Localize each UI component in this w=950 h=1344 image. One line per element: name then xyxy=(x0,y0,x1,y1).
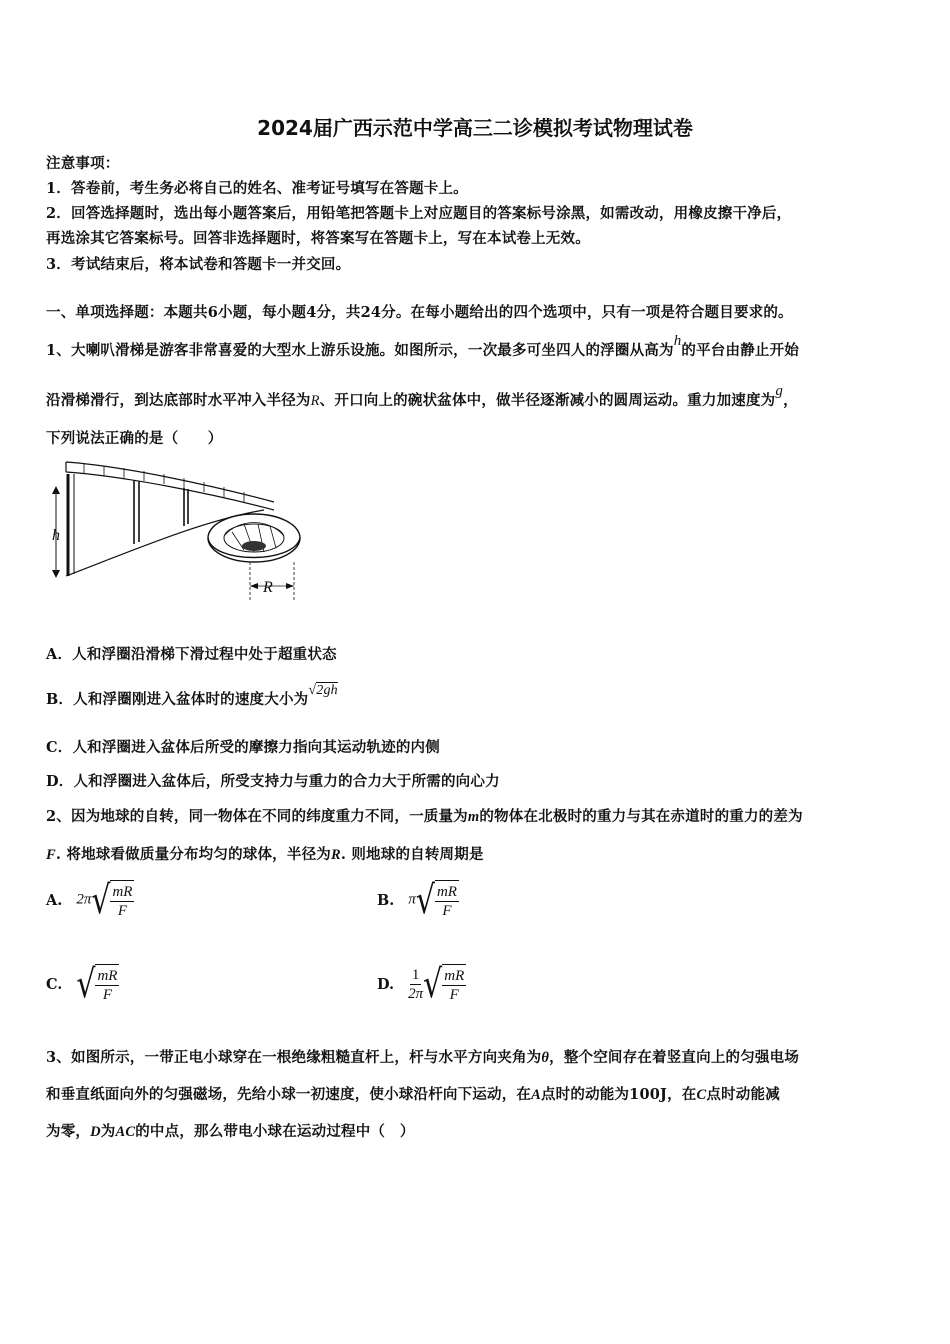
numerator: 1 xyxy=(411,966,420,983)
q1-option-a: A．人和浮圈沿滑梯下滑过程中处于超重状态 xyxy=(46,646,337,663)
numerator: mR xyxy=(444,968,465,984)
q1-option-c: C．人和浮圈进入盆体后所受的摩擦力指向其运动轨迹的内侧 xyxy=(46,739,440,756)
segment-AC: AC xyxy=(115,1124,136,1140)
notice-item: 3．考试结束后，将本试卷和答题卡一并交回。 xyxy=(46,256,351,273)
coefficient: 2π xyxy=(76,891,92,908)
point-D: D xyxy=(90,1124,101,1140)
q1-slide-figure xyxy=(44,458,304,608)
option-label: A. xyxy=(46,891,63,909)
text: 2、因为地球的自转，同一物体在不同的纬度重力不同，一质量为 xyxy=(46,808,468,825)
text: . 将地球看做质量分布均匀的球体，半径为 xyxy=(55,846,331,863)
q1-option-b xyxy=(46,683,338,709)
text: 、开口向上的碗状盆体中，做半径逐渐减小的圆周运动。重力加速度为 xyxy=(319,392,776,409)
numerator: mR xyxy=(112,884,133,900)
notice-heading: 注意事项： xyxy=(46,155,120,172)
sqrt-expression xyxy=(415,877,459,923)
text: ，整个空间存在着竖直向上的匀强电场 xyxy=(549,1049,800,1066)
text: ， xyxy=(783,392,798,409)
text: B．人和浮圈刚进入盆体时的速度大小为 xyxy=(46,691,309,708)
sqrt-expression xyxy=(76,961,119,1007)
radical-sign: √ xyxy=(91,877,111,923)
coefficient: π xyxy=(408,891,416,908)
radical-sign: √ xyxy=(423,961,443,1007)
var-m: m xyxy=(467,809,480,825)
text: . 则地球的自转周期是 xyxy=(340,846,484,863)
sqrt-expression xyxy=(91,877,134,923)
q2-option-a xyxy=(46,877,134,923)
text: 3、如图所示，一带正电小球穿在一根绝缘粗糙直杆上，杆与水平方向夹角为 xyxy=(46,1049,542,1066)
denominator: F xyxy=(117,903,128,919)
numerator: mR xyxy=(436,884,457,900)
q2-option-d xyxy=(377,961,466,1007)
denominator: F xyxy=(442,903,452,919)
figure-label-R: R xyxy=(263,579,273,596)
sqrt-expression: √2gh xyxy=(308,683,338,698)
denominator: F xyxy=(449,987,459,1003)
figure-label-h: h xyxy=(52,527,60,544)
q3-stem-line1 xyxy=(46,1046,799,1067)
denominator: 2π xyxy=(408,985,424,1002)
numerator: mR xyxy=(97,968,118,984)
notice-item: 再选涂其它答案标号。回答非选择题时，将答案写在答题卡上，写在本试卷上无效。 xyxy=(46,230,590,247)
q2-option-b xyxy=(377,877,459,923)
q3-stem-line3 xyxy=(46,1120,415,1141)
text: 的中点，那么带电小球在运动过程中（ ） xyxy=(135,1123,415,1140)
var-h: h xyxy=(673,333,682,349)
q1-stem-line3: 下列说法正确的是（ ） xyxy=(46,430,223,447)
section-heading: 一、单项选择题：本题共6小题，每小题4分，共24分。在每小题给出的四个选项中，只有一项是符合题目要求的。 xyxy=(46,304,793,321)
fraction xyxy=(110,883,134,920)
var-g: g xyxy=(775,383,784,399)
text: 的物体在北极时的重力与其在赤道时的重力的差为 xyxy=(479,808,803,825)
var-theta: θ xyxy=(541,1050,550,1066)
notice-item: 2．回答选择题时，选出每小题答案后，用铅笔把答题卡上对应题目的答案标号涂黑，如需改动，用橡皮擦干净后， xyxy=(46,205,792,222)
text: 为 xyxy=(100,1123,116,1140)
option-label: D. xyxy=(377,975,395,993)
option-label: C. xyxy=(46,975,63,993)
point-C: C xyxy=(696,1087,707,1103)
text: 和垂直纸面向外的匀强磁场，先给小球一初速度，使小球沿杆向下运动，在 xyxy=(46,1086,532,1103)
page-title: 2024届广西示范中学高三二诊模拟考试物理试卷 xyxy=(257,116,693,140)
q2-stem-line2 xyxy=(46,843,484,864)
point-A: A xyxy=(531,1087,541,1103)
q3-stem-line2 xyxy=(46,1083,780,1104)
text: 的平台由静止开始 xyxy=(681,342,799,359)
text: 1、大喇叭滑梯是游客非常喜爱的大型水上游乐设施。如图所示，一次最多可坐四人的浮圈从高为 xyxy=(46,342,674,359)
text: 点时动能减 xyxy=(706,1086,780,1103)
var-R: R xyxy=(330,847,341,863)
denominator: F xyxy=(102,987,113,1003)
var-F: F xyxy=(46,847,56,863)
q1-stem-line1 xyxy=(46,333,799,360)
notice-item: 1．答卷前，考生务必将自己的姓名、准考证号填写在答题卡上。 xyxy=(46,180,468,197)
text: 为零， xyxy=(46,1123,91,1140)
fraction xyxy=(442,967,466,1004)
q1-option-d: D．人和浮圈进入盆体后，所受支持力与重力的合力大于所需的向心力 xyxy=(46,773,500,790)
option-label: B. xyxy=(377,891,395,909)
radical-sign: √ xyxy=(76,961,96,1007)
fraction xyxy=(95,967,119,1004)
q1-stem-line2 xyxy=(46,383,798,410)
radicand: 2gh xyxy=(316,683,338,698)
sqrt-expression xyxy=(423,961,466,1007)
q2-stem-line1 xyxy=(46,805,803,826)
text: 点时的动能为100J，在 xyxy=(540,1086,697,1103)
radical-sign: √ xyxy=(415,877,435,923)
var-R: R xyxy=(310,393,320,409)
text: 沿滑梯滑行，到达底部时水平冲入半径为 xyxy=(46,392,311,409)
fraction xyxy=(435,883,459,920)
q2-option-c xyxy=(46,961,119,1007)
fraction-coefficient xyxy=(408,966,423,1003)
